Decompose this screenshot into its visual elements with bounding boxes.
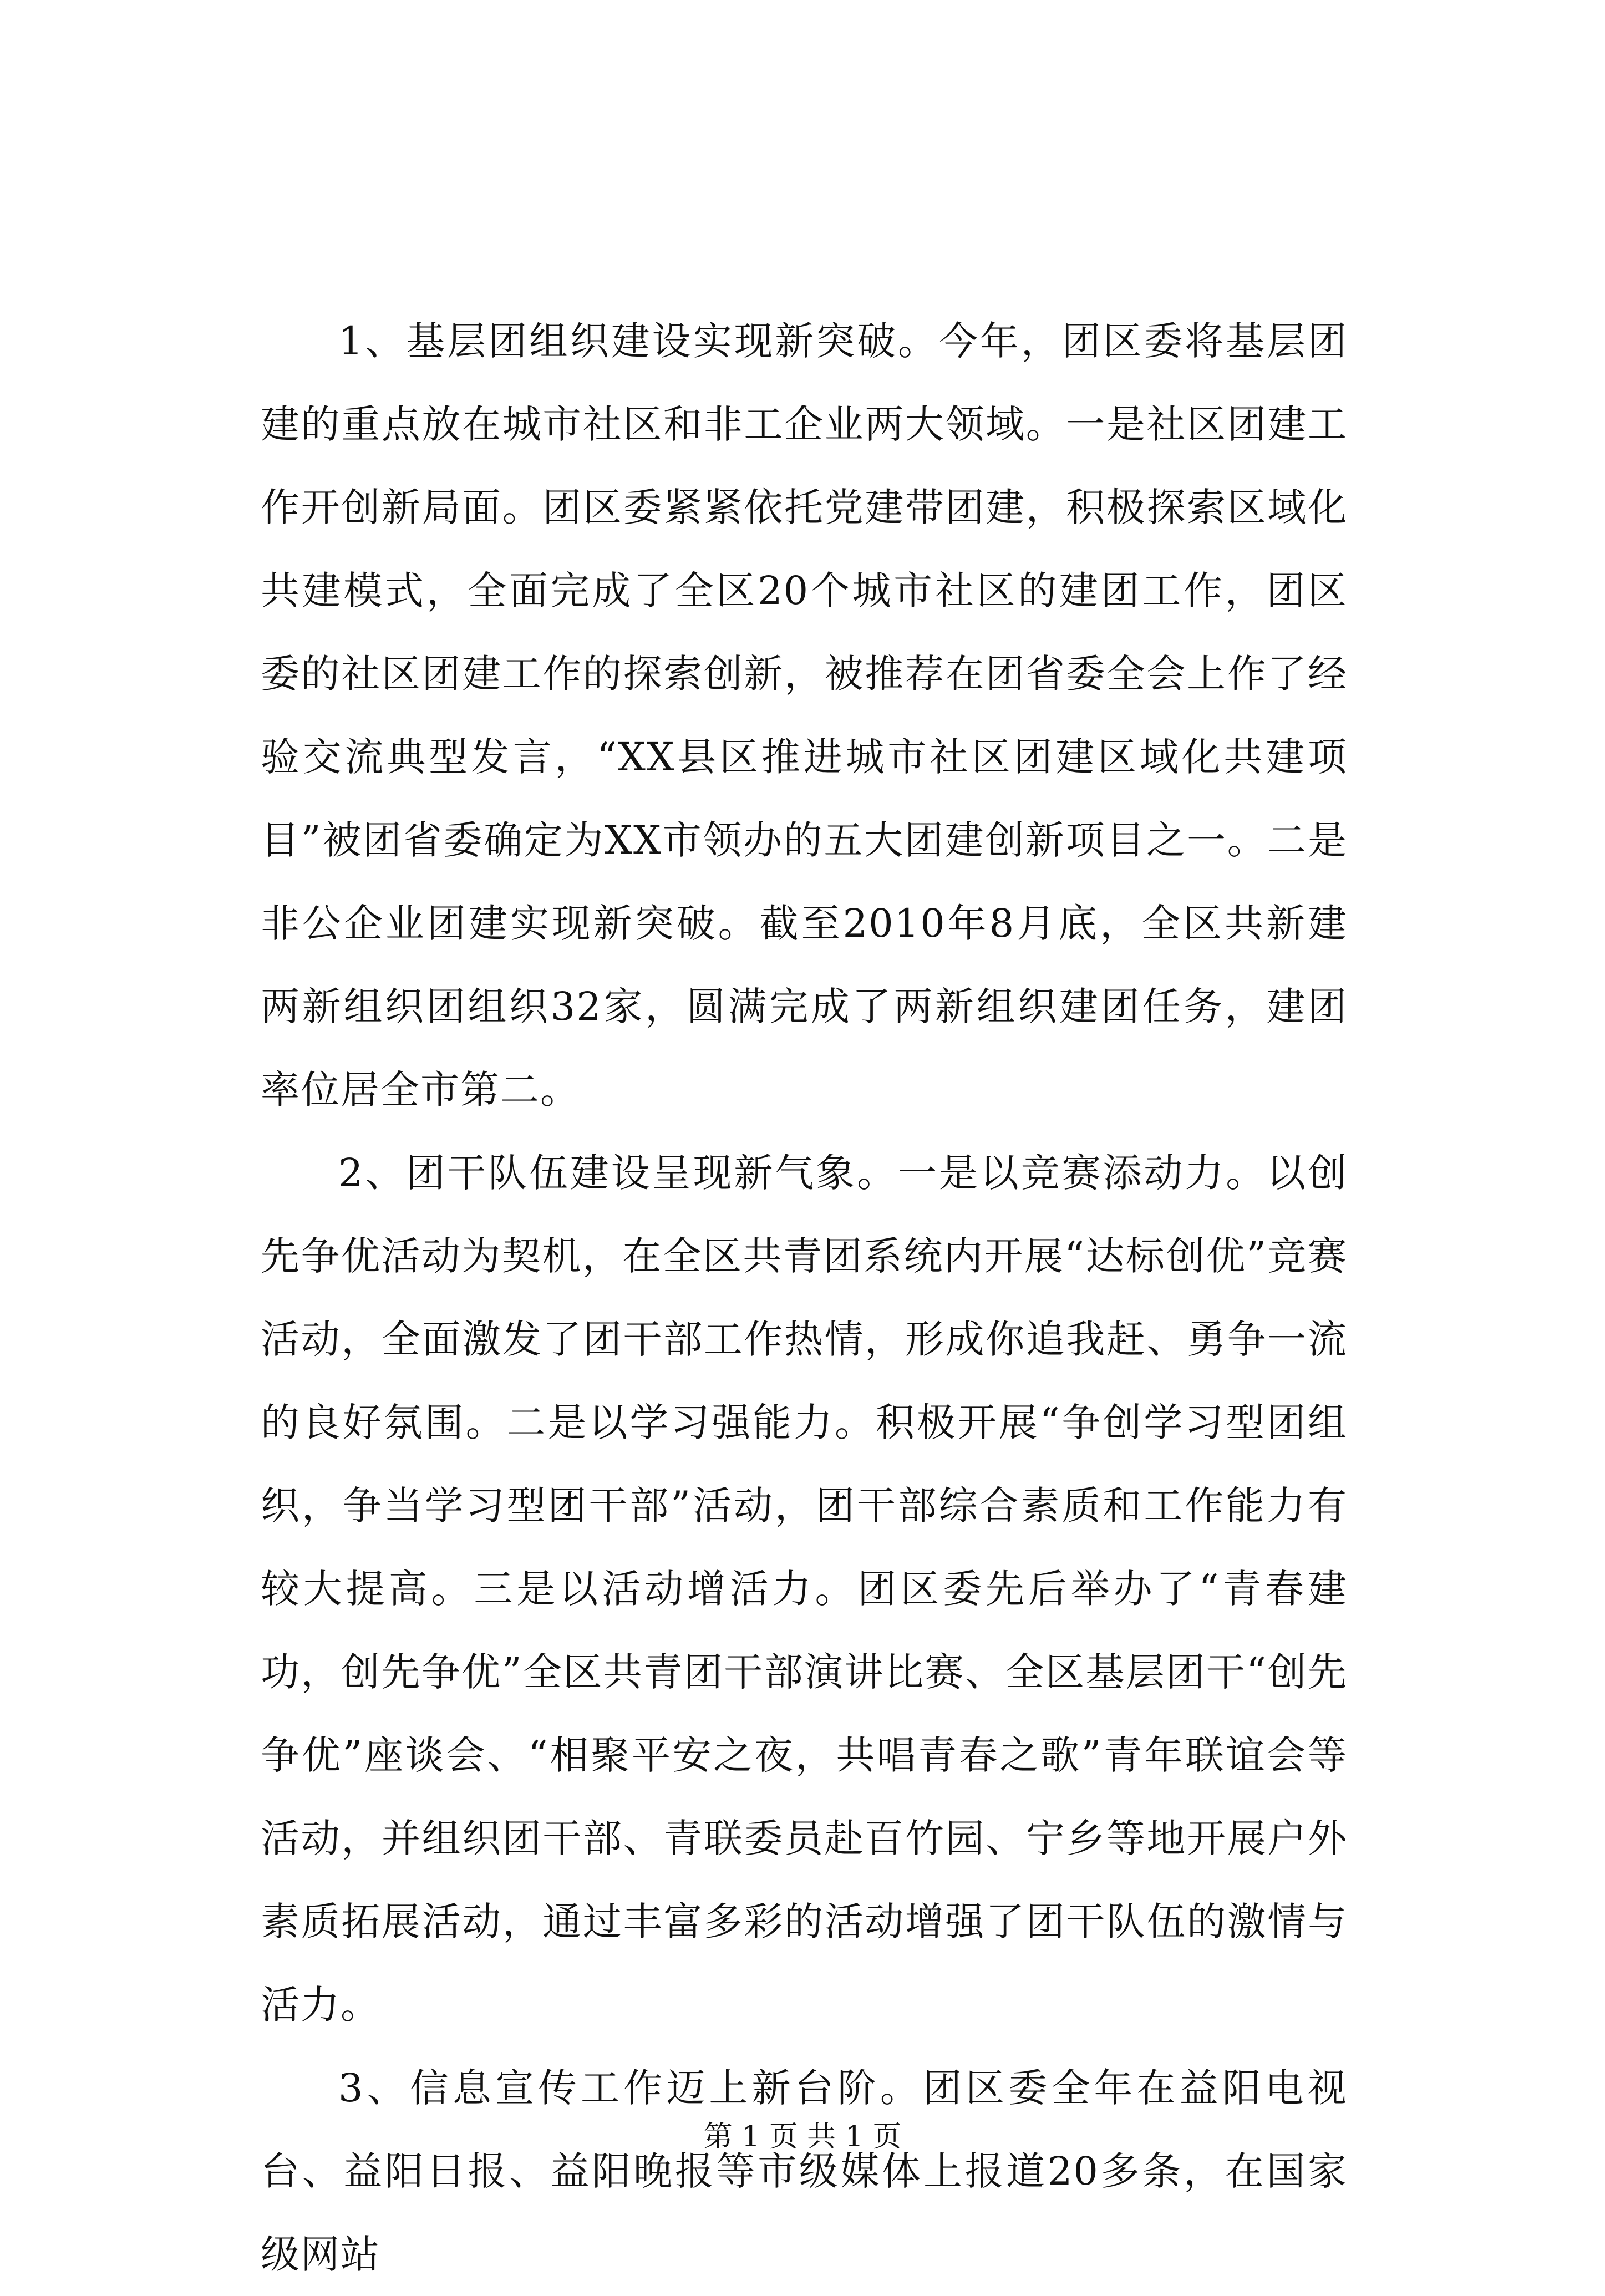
paragraph-2: 2、团干队伍建设呈现新气象。一是以竞赛添动力。以创先争优活动为契机，在全区共青团系统内开展“达标创优”竞赛活动，全面激发了团干部工作热情，形成你追我赶、勇争一流的良好氛围。二是以学习强能力。积极开展“争创学习型团组织，争当学习型团干部”活动，团干部综合素质和工作能力有较大提高。三是以活动增活力。团区委先后举办了“青春建功，创先争优”全区共青团干部演讲比赛、全区基层团干“创先争优”座谈会、“相聚平安之夜，共唱青春之歌”青年联谊会等活动，并组织团干部、青联委员赴百竹园、宁乡等地开展户外素质拓展活动，通过丰富多彩的活动增强了团干队伍的激情与活力。 — [261, 1150, 1348, 2028]
page-footer: 第 1 页 共 1 页 — [703, 2120, 902, 2153]
document-body — [261, 299, 1348, 2296]
paragraph-1: 1、基层团组织建设实现新突破。今年，团区委将基层团建的重点放在城市社区和非工企业两大领域。一是社区团建工作开创新局面。团区委紧紧依托党建带团建，积极探索区域化共建模式，全面完成了全区20个城市社区的建团工作，团区委的社区团建工作的探索创新，被推荐在团省委全会上作了经验交流典型发言，“XX县区推进城市社区团建区域化共建项目”被团省委确定为XX市领办的五大团建创新项目之一。二是非公企业团建实现新突破。截至2010年8月底，全区共新建两新组织团组织32家，圆满完成了两新组织建团任务，建团率位居全市第二。 — [261, 318, 1348, 1113]
paragraph-3: 3、信息宣传工作迈上新台阶。团区委全年在益阳电视台、益阳日报、益阳晚报等市级媒体上报道20多条，在国家级网站 — [261, 2065, 1348, 2277]
